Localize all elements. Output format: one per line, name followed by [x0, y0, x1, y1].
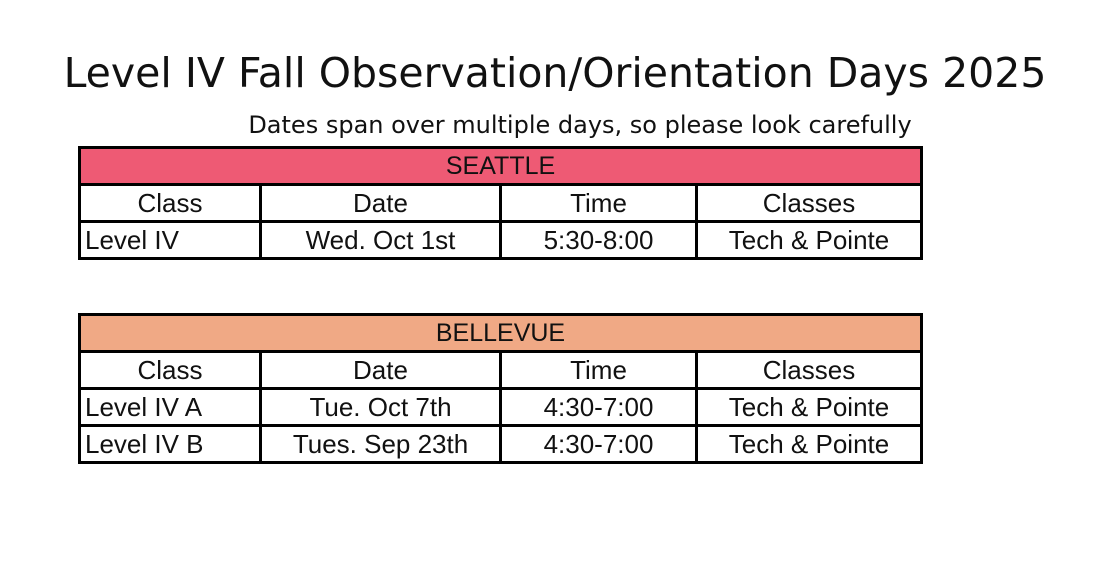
location-header-bellevue: BELLEVUE: [80, 315, 922, 352]
column-header-time: Time: [501, 185, 697, 222]
cell-date: Tue. Oct 7th: [261, 389, 501, 426]
location-header-seattle: SEATTLE: [80, 148, 922, 185]
cell-time: 5:30-8:00: [501, 222, 697, 259]
page-subtitle: Dates span over multiple days, so please look carefully: [248, 111, 912, 139]
page-title: Level IV Fall Observation/Orientation Days 2025: [63, 49, 1047, 97]
table-location-row: [80, 315, 922, 352]
cell-class: Level IV A: [80, 389, 261, 426]
column-header-date: Date: [261, 352, 501, 389]
cell-class: Level IV: [80, 222, 261, 259]
cell-classes: Tech & Pointe: [697, 389, 922, 426]
seattle-schedule-table: [78, 146, 923, 260]
cell-date: Wed. Oct 1st: [261, 222, 501, 259]
table-row: [80, 222, 922, 259]
table-header-row: [80, 352, 922, 389]
table-row: [80, 426, 922, 463]
column-header-classes: Classes: [697, 352, 922, 389]
cell-class: Level IV B: [80, 426, 261, 463]
cell-time: 4:30-7:00: [501, 389, 697, 426]
cell-classes: Tech & Pointe: [697, 222, 922, 259]
column-header-class: Class: [80, 185, 261, 222]
column-header-classes: Classes: [697, 185, 922, 222]
cell-classes: Tech & Pointe: [697, 426, 922, 463]
cell-time: 4:30-7:00: [501, 426, 697, 463]
cell-date: Tues. Sep 23th: [261, 426, 501, 463]
bellevue-schedule-table: [78, 313, 923, 464]
table-row: [80, 389, 922, 426]
table-header-row: [80, 185, 922, 222]
column-header-class: Class: [80, 352, 261, 389]
column-header-time: Time: [501, 352, 697, 389]
table-location-row: [80, 148, 922, 185]
column-header-date: Date: [261, 185, 501, 222]
